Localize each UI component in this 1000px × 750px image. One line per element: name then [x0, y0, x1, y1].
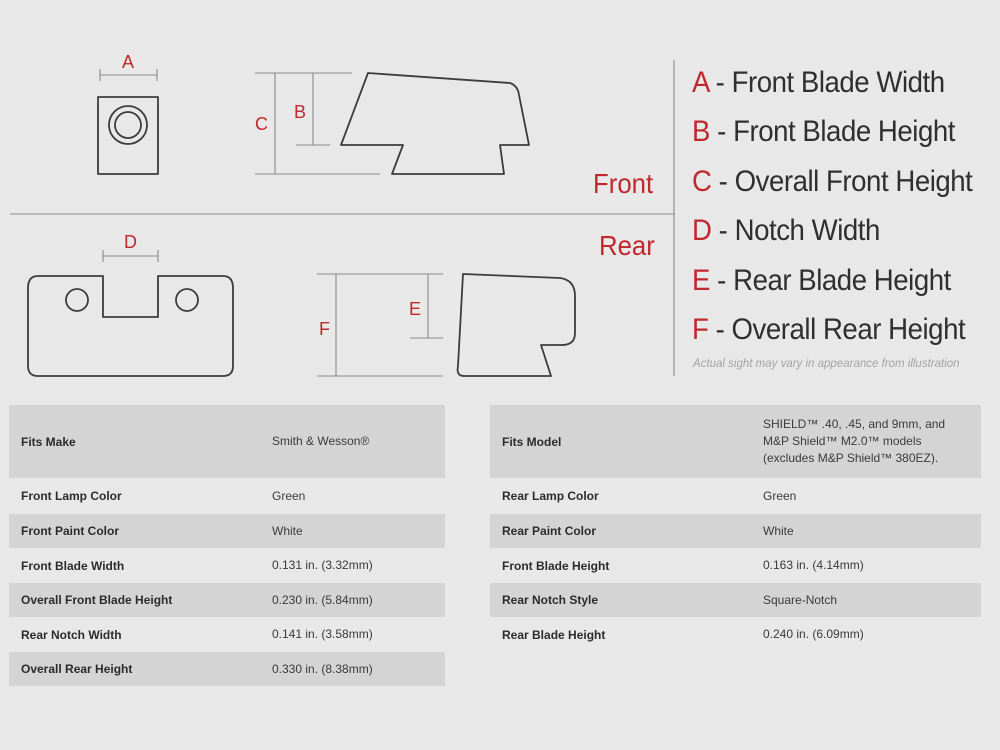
dim-d-label: D	[124, 232, 137, 252]
legend-letter: B	[692, 115, 710, 149]
spec-value: 0.330 in. (8.38mm)	[260, 652, 445, 686]
spec-value: 0.163 in. (4.14mm)	[763, 558, 864, 572]
spec-key: Rear Notch Width	[21, 627, 122, 642]
spec-key: Rear Blade Height	[502, 627, 606, 642]
spec-key: Rear Notch Style	[490, 583, 751, 617]
table-row	[490, 583, 981, 617]
table-row	[9, 478, 445, 514]
table-row	[490, 617, 981, 652]
legend-item-b	[692, 107, 972, 156]
legend-disclaimer: Actual sight may vary in appearance from illustration	[693, 358, 960, 370]
spec-key: Overall Rear Height	[9, 652, 260, 686]
legend-text: - Overall Front Height	[711, 164, 973, 198]
rear-section-label: Rear	[599, 230, 655, 261]
spec-value: 0.131 in. (3.32mm)	[272, 558, 373, 572]
table-row	[9, 514, 445, 548]
legend-item-e	[692, 256, 972, 305]
table-row	[490, 478, 981, 514]
spec-value: White	[751, 514, 981, 548]
spec-value: Smith & Wesson®	[260, 405, 445, 478]
dim-c-label: C	[255, 114, 268, 134]
front-sight-side-view	[341, 73, 529, 174]
spec-value: SHIELD™ .40, .45, and 9mm, and M&P Shield™ M2.0™ models (excludes M&P Shield™ 380EZ).	[751, 405, 981, 478]
spec-table-left	[9, 405, 445, 686]
legend-text: - Notch Width	[711, 214, 880, 248]
rear-dot-left	[66, 289, 88, 311]
dim-e-label: E	[409, 299, 422, 319]
legend-letter: E	[692, 263, 710, 297]
legend-text: - Rear Blade Height	[709, 263, 951, 297]
legend-item-c	[692, 157, 972, 206]
legend-item-f	[692, 305, 972, 354]
table-row	[9, 652, 445, 686]
spec-key: Fits Model	[490, 405, 751, 478]
legend-letter: D	[692, 214, 712, 248]
spec-value: 0.240 in. (6.09mm)	[763, 627, 864, 641]
spec-key: Rear Paint Color	[490, 514, 751, 548]
spec-key: Front Paint Color	[9, 514, 260, 548]
table-row	[9, 548, 445, 583]
spec-value: White	[260, 514, 445, 548]
spec-value: Square-Notch	[751, 583, 981, 617]
legend-item-d	[692, 206, 972, 255]
front-lamp-inner	[115, 112, 141, 138]
rear-sight-back-view	[28, 276, 233, 376]
table-row	[490, 405, 981, 478]
legend-text: - Overall Rear Height	[708, 313, 966, 347]
rear-sight-side-view	[458, 274, 575, 376]
spec-value: Green	[272, 488, 306, 503]
spec-key: Front Lamp Color	[21, 489, 122, 503]
spec-value: 0.141 in. (3.58mm)	[272, 627, 373, 641]
legend-letter: A	[692, 66, 709, 99]
table-row	[9, 617, 445, 652]
table-row	[490, 548, 981, 583]
legend-text: - Front Blade Width	[708, 66, 945, 99]
spec-key: Front Blade Width	[21, 558, 125, 573]
rear-dot-right	[176, 289, 198, 311]
spec-key: Rear Lamp Color	[502, 489, 599, 503]
spec-key: Fits Make	[9, 405, 260, 478]
table-row	[490, 514, 981, 548]
dim-b-label: B	[294, 102, 307, 122]
spec-key: Front Blade Height	[502, 558, 610, 573]
dim-f-label: F	[319, 319, 330, 339]
table-row	[9, 583, 445, 617]
spec-value: 0.230 in. (5.84mm)	[260, 583, 445, 617]
dimension-legend	[692, 58, 972, 354]
spec-table-right	[490, 405, 981, 652]
front-section-label: Front	[593, 168, 654, 199]
legend-item-a	[692, 58, 972, 107]
legend-letter: F	[692, 313, 709, 347]
front-sight-end-view	[98, 97, 158, 174]
legend-text: - Front Blade Height	[709, 115, 955, 149]
legend-letter: C	[692, 164, 712, 198]
spec-value: Green	[763, 488, 797, 503]
spec-key: Overall Front Blade Height	[9, 583, 260, 617]
dim-a-label: A	[122, 52, 135, 72]
table-row	[9, 405, 445, 478]
